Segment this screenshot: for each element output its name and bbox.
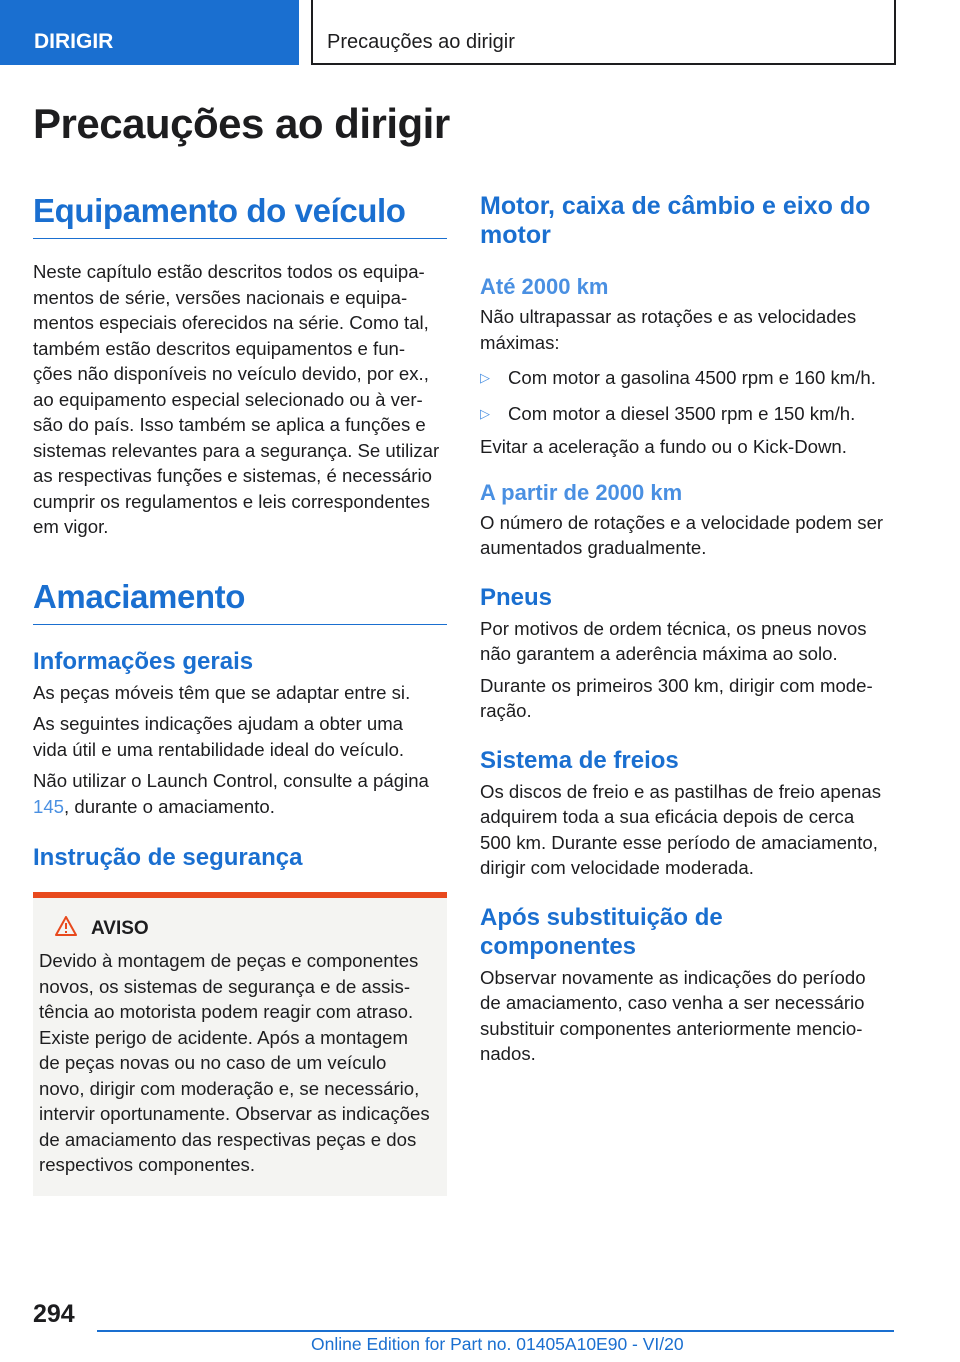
- text-line: de peças novas ou no caso de um veículo: [39, 1052, 387, 1073]
- general-p2-line1: As seguintes indicações ajudam a obter uma: [33, 713, 404, 734]
- text-line: mentos especiais oferecidos na série. Como tal,: [33, 312, 429, 333]
- text-line: Devido à montagem de peças e componentes: [39, 950, 419, 971]
- brakes-heading: Sistema de freios: [480, 746, 679, 774]
- tires-line1: Por motivos de ordem técnica, os pneus novos: [480, 617, 867, 639]
- text-line: Os discos de freio e as pastilhas de freio apenas: [480, 780, 882, 802]
- upto-line1: Não ultrapassar as rotações e as velocidades: [480, 306, 857, 327]
- triangle-bullet-icon: ▷: [480, 370, 490, 385]
- warning-triangle-icon: [55, 916, 77, 942]
- header-section-tab: [0, 0, 299, 65]
- warning-label: AVISO: [91, 918, 149, 939]
- triangle-bullet-icon: ▷: [480, 405, 490, 421]
- text-line: tência ao motorista podem reagir com atraso.: [39, 1001, 414, 1022]
- text-line: também estão descritos equipamentos e fun-: [33, 337, 406, 359]
- tires-line3: Durante os primeiros 300 km, dirigir com mode-: [480, 674, 873, 696]
- edition-text: Online Edition for Part no. 01405A10E90 - VI/20: [311, 1334, 684, 1354]
- text-line: novos, os sistemas de segurança e de assis-: [39, 975, 411, 997]
- text-line: nados.: [480, 1043, 536, 1064]
- from-2000-heading: A partir de 2000 km: [480, 479, 683, 505]
- upto-2000-heading: Até 2000 km: [480, 274, 609, 299]
- text-line: ções não disponíveis no veículo devido, por ex.,: [33, 363, 429, 384]
- text-line: respectivos componentes.: [39, 1154, 256, 1175]
- text-line: em vigor.: [33, 516, 109, 537]
- page-link[interactable]: 145: [33, 795, 65, 817]
- text-line: Existe perigo de acidente. Após a montagem: [39, 1026, 409, 1048]
- warning-header: [39, 916, 437, 942]
- text-line: Observar novamente as indicações do período: [480, 966, 866, 988]
- text-line: intervir oportunamente. Observar as indicações: [39, 1103, 430, 1124]
- general-p1: As peças móveis têm que se adaptar entre si.: [33, 681, 411, 703]
- heading-line: Após substituição de: [480, 903, 723, 931]
- page-number: 294: [33, 1300, 75, 1328]
- text-line: de amaciamento das respectivas peças e dos: [39, 1128, 417, 1150]
- equipment-heading: Equipamento do veículo: [33, 192, 447, 239]
- text-fragment: , durante o amaciamento.: [64, 795, 275, 817]
- text-line: ao equipamento especial selecionado ou à ver-: [33, 388, 423, 410]
- heading-line: Motor, caixa de câmbio e eixo do: [480, 192, 871, 220]
- text-line: 500 km. Durante esse período de amaciamento,: [480, 831, 878, 853]
- list-item: [480, 365, 900, 391]
- text-line: são do país. Isso também se aplica a funções e: [33, 414, 426, 435]
- break-in-heading: Amaciamento: [33, 578, 447, 625]
- text-line: as respectivas funções e sistemas, é necessário: [33, 465, 432, 486]
- safety-heading: Instrução de segurança: [33, 844, 303, 871]
- text-line: adquirem toda a sua eficácia depois de cerca: [480, 806, 855, 827]
- tires-line2: não garantem a aderência máxima ao solo.: [480, 643, 838, 664]
- text-line: sistemas relevantes para a segurança. Se utilizar: [33, 439, 440, 461]
- general-p3-line2: [33, 794, 447, 820]
- general-p3-line1: Não utilizar o Launch Control, consulte a página: [33, 770, 429, 791]
- from-line1: O número de rotações e a velocidade podem ser: [480, 511, 884, 533]
- from-line2: aumentados gradualmente.: [480, 537, 707, 558]
- heading-line: motor: [480, 221, 551, 249]
- text-line: novo, dirigir com moderação e, se necessário,: [39, 1077, 420, 1099]
- text-line: cumprir os regulamentos e leis correspondentes: [33, 490, 430, 512]
- list-item-text: Com motor a diesel 3500 rpm e 150 km/h.: [508, 402, 856, 424]
- footer-divider: [97, 1330, 894, 1332]
- upto-line2: máximas:: [480, 331, 560, 353]
- list-item: [480, 401, 900, 427]
- page-title: Precauções ao dirigir: [33, 100, 450, 147]
- heading-line: componentes: [480, 932, 637, 960]
- header-section-label: DIRIGIR: [34, 30, 114, 53]
- avoid-text: Evitar a aceleração a fundo ou o Kick-Down.: [480, 436, 847, 457]
- general-p2-line2: vida útil e uma rentabilidade ideal do veículo.: [33, 738, 405, 760]
- engine-heading: [480, 192, 900, 250]
- header-chapter-tab: [311, 0, 896, 65]
- text-line: dirigir com velocidade moderada.: [480, 857, 754, 878]
- tires-heading: Pneus: [480, 583, 553, 611]
- header-chapter-label: Precauções ao dirigir: [327, 31, 515, 53]
- tires-line4: ração.: [480, 700, 532, 721]
- equipment-paragraph: [33, 259, 447, 540]
- text-line: de amaciamento, caso venha a ser necessário: [480, 992, 865, 1013]
- text-line: substituir componentes anteriormente mencio-: [480, 1017, 863, 1039]
- left-column: [33, 192, 447, 1196]
- replacement-heading: [480, 903, 900, 961]
- right-column: [480, 192, 900, 1067]
- text-line: mentos de série, versões nacionais e equipa-: [33, 286, 408, 308]
- text-line: Neste capítulo estão descritos todos os equipa-: [33, 261, 425, 282]
- general-info-heading: Informações gerais: [33, 647, 254, 675]
- warning-box: [33, 892, 447, 1196]
- list-item-text: Com motor a gasolina 4500 rpm e 160 km/h.: [508, 367, 876, 388]
